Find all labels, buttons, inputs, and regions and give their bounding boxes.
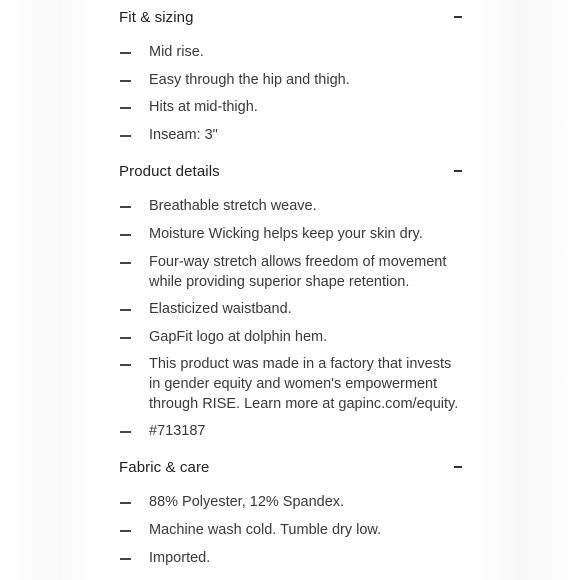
list-item — [119, 354, 464, 414]
item-text: Hits at mid-thigh. — [149, 99, 258, 115]
item-text: Elasticized waistband. — [149, 301, 292, 317]
list-item — [119, 196, 464, 216]
section-title: Product details — [119, 162, 220, 180]
dash-icon — [120, 364, 131, 366]
list-item — [119, 125, 464, 145]
dash-icon — [120, 52, 131, 54]
item-text: Inseam: 3" — [149, 127, 218, 143]
dash-icon — [120, 262, 131, 264]
section-header-fabric-care[interactable] — [119, 453, 464, 481]
item-text: Moisture Wicking helps keep your skin dry. — [149, 226, 423, 242]
list-item — [119, 327, 464, 347]
list-item — [119, 492, 464, 512]
dash-icon — [120, 431, 131, 433]
list-item — [119, 97, 464, 117]
list-item — [119, 299, 464, 319]
item-text: Imported. — [149, 550, 211, 566]
list-item — [119, 548, 464, 568]
section-title: Fabric & care — [119, 458, 210, 476]
dash-icon — [120, 337, 131, 339]
product-info-accordion — [119, 0, 464, 580]
item-text: 88% Polyester, 12% Spandex. — [149, 494, 345, 510]
dash-icon — [120, 234, 131, 236]
list-item — [119, 70, 464, 90]
list-item — [119, 520, 464, 540]
list-item — [119, 224, 464, 244]
item-text: Four-way stretch allows freedom of movement while providing superior shape retention. — [149, 254, 447, 290]
item-text: Mid rise. — [149, 44, 204, 60]
section-header-fit-sizing[interactable] — [119, 3, 464, 31]
dash-icon — [120, 80, 131, 82]
section-title: Fit & sizing — [119, 8, 194, 26]
minus-icon[interactable] — [454, 170, 462, 172]
minus-icon[interactable] — [454, 466, 462, 468]
dash-icon — [120, 135, 131, 137]
item-text: Easy through the hip and thigh. — [149, 72, 350, 88]
dash-icon — [120, 530, 131, 532]
dash-icon — [120, 107, 131, 109]
item-text: This product was made in a factory that invests in gender equity and women's empowerment through RISE. Learn more at gapinc.com/equity. — [149, 356, 459, 412]
dash-icon — [120, 309, 131, 311]
dash-icon — [120, 502, 131, 504]
item-text: #713187 — [149, 423, 206, 439]
list-item — [119, 252, 464, 292]
item-text: Breathable stretch weave. — [149, 198, 317, 214]
item-text: GapFit logo at dolphin hem. — [149, 329, 328, 345]
item-text: Machine wash cold. Tumble dry low. — [149, 522, 382, 538]
section-header-product-details[interactable] — [119, 157, 464, 185]
minus-icon[interactable] — [454, 16, 462, 18]
dash-icon — [120, 206, 131, 208]
list-item — [119, 42, 464, 62]
list-item — [119, 421, 464, 441]
dash-icon — [120, 558, 131, 560]
